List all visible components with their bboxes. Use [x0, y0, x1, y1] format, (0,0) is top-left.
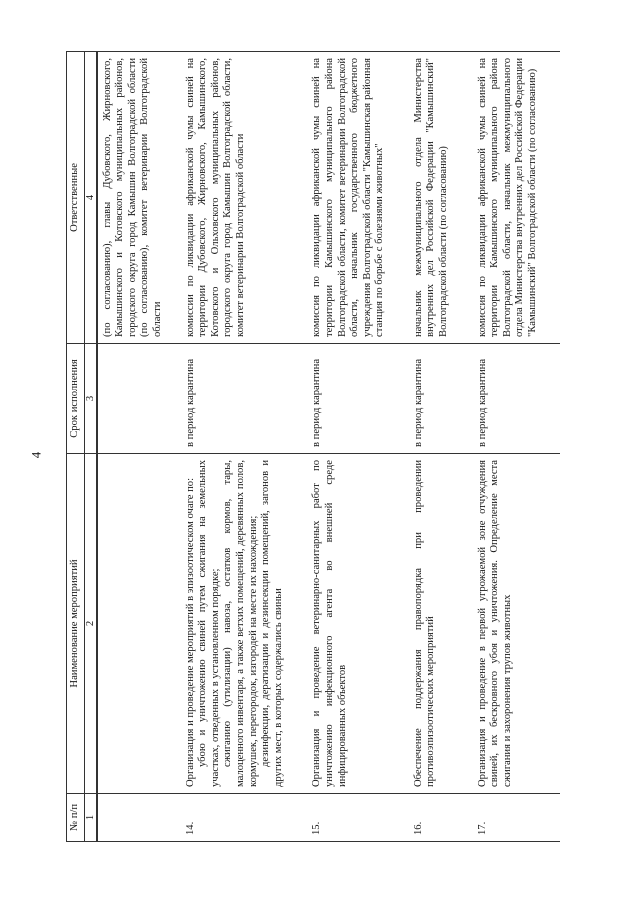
row-name — [471, 454, 560, 794]
header-term: Срок исполнения — [67, 344, 85, 454]
column-number-row — [84, 52, 97, 842]
column-number: 1 — [84, 794, 97, 842]
row-number: 17. — [471, 794, 560, 842]
row-name-paragraph: убою и уничтожению свиней путем сжигания на земельных участках, отведенных в установленном порядке; — [197, 460, 221, 787]
row-term: в период карантина — [185, 344, 306, 454]
row-name — [305, 454, 407, 794]
row-number: 14. — [185, 794, 306, 842]
column-number: 3 — [84, 344, 97, 454]
landscape-page — [66, 52, 546, 842]
row-name-paragraph: Организация и проведение ветеринарно-санитарных работ по уничтожению инфекционного агента во внешней среде инфицированных объектов — [311, 460, 348, 787]
table-row-17 — [471, 52, 560, 842]
row-responsible: начальник межмуниципального отдела Министерства внутренних дел Российской Федерации "Камышинский" Волгоградской области (по согласованию) — [407, 52, 471, 344]
row-number: 16. — [407, 794, 471, 842]
row-name-paragraph: Организация и проведение в первой угрожаемой зоне отчуждения свиней, их бескровного убоя и уничтожения. Определение места сжигания и захоронения трупов животных — [476, 460, 513, 787]
table-row-continuation — [97, 52, 185, 842]
row-responsible: комиссия по ликвидации африканской чумы свиней на территории Камышинского муниципального района Волгоградской области, комитет ветеринарии Волгоградской области, начальник государственного бюджетного учреждения Волгоградской области "Камышинская районная станция по борьбе с болезнями животных" — [305, 52, 407, 344]
row-term — [97, 344, 185, 454]
measures-table — [66, 51, 560, 842]
row-name-paragraph: Организация и проведение мероприятий в эпизоотическом очаге по: — [184, 477, 196, 787]
row-name-paragraph: сжиганию (утилизации) навоза, остатков кормов, тары, малоценного инвентаря, а также ветхих помещений, деревянных полов, кормушек, перегородок, изгородей на месте их нахождения; — [222, 460, 259, 787]
column-number: 2 — [84, 454, 97, 794]
row-name — [407, 454, 471, 794]
row-name — [185, 454, 306, 794]
row-number — [97, 794, 185, 842]
table-row-16 — [407, 52, 471, 842]
row-responsible: комиссия по ликвидации африканской чумы свиней на территории Камышинского муниципального района Волгоградской области, начальник межмуниципального отдела Министерства внутренних дел Российской Федерации "Камышинский" Волгоградской области (по согласованию) — [471, 52, 560, 344]
header-num: № п/п — [67, 794, 85, 842]
row-name-paragraph: Обеспечение поддержания правопорядка при проведении противоэпизоотических мероприятий — [412, 460, 437, 787]
row-name-paragraph: дезинфекции, дератизации и дезинсекции помещений, загонов и других мест, в которых содержались свиньи — [260, 460, 284, 787]
row-responsible: (по согласованию), главы Дубовского, Жирновского, Камышинского и Котовского муниципальных районов, городского округа город Камышин Волгоградской области (по согласованию), комитет ветеринарии Волгоградской области — [97, 52, 185, 344]
row-name — [97, 454, 185, 794]
header-name: Наименование мероприятий — [67, 454, 85, 794]
table-row-14 — [185, 52, 306, 842]
row-term: в период карантина — [305, 344, 407, 454]
row-term: в период карантина — [471, 344, 560, 454]
column-number: 4 — [84, 52, 97, 344]
table-row-15 — [305, 52, 407, 842]
header-responsible: Ответственные — [67, 52, 85, 344]
row-responsible: комиссии по ликвидации африканской чумы свиней на территории Дубовского, Жирновского, Камышинского, Котовского и Ольховского муниципальных районов, городского округа город Камышин Волгоградской области, комитет ветеринарии Волгоградской области — [185, 52, 306, 344]
page-number: 4 — [28, 451, 44, 459]
table-header-row — [67, 52, 85, 842]
row-term: в период карантина — [407, 344, 471, 454]
row-number: 15. — [305, 794, 407, 842]
